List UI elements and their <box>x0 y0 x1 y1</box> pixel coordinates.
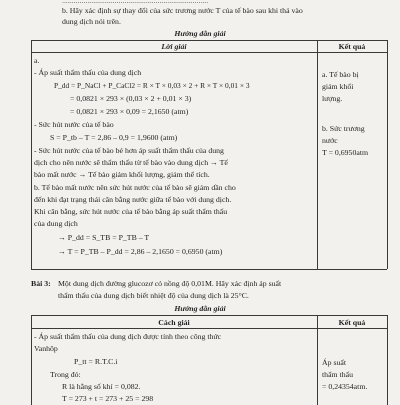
exercise-text: thẩm thấu của dung dịch biết nhiệt độ của dung dịch là 25°C. <box>58 291 249 300</box>
result-line: lượng. <box>322 94 343 103</box>
method-line: P_tt = R.T.C.i <box>74 357 118 366</box>
table2-header-border <box>31 328 387 329</box>
solution-line: của dung dịch <box>34 219 78 228</box>
solution-line: đến khi đạt trạng thái cân bằng nước giữa tế bào với dung dịch. <box>34 195 232 204</box>
solution-line: Khi cân bằng, sức hút nước của tế bào bằng áp suất thẩm thấu <box>34 207 228 216</box>
table1-bottom-border <box>31 269 387 270</box>
table2-header-method: Cách giải <box>158 318 190 327</box>
exercise-label: Bài 3: <box>31 279 51 288</box>
method-line: Vanhôp <box>34 344 58 353</box>
table2-divider <box>317 315 318 405</box>
table1-top-border <box>31 40 387 41</box>
solution-line: - Sức hút nước của tế bào bé hơn áp suất thẩm thấu của dung <box>34 146 224 155</box>
result-line: a. Tế bào bị <box>322 70 359 79</box>
method-line: R là hằng số khí = 0,082. <box>62 382 141 391</box>
table2-header-result: Kết quả <box>338 318 366 327</box>
exercise-text: Một dung dịch đường glucozơ có nồng độ 0,01M. Hãy xác định áp suất <box>58 279 282 288</box>
solution-line: = 0,0821 × 293 × (0,03 × 2 + 0,01 × 3) <box>70 94 192 103</box>
table1-header-solution: Lời giải <box>161 42 187 51</box>
result-line: T = 0,6950atm <box>322 148 369 157</box>
solution-line: b. Tế bào mất nước nên sức hút nước của tế bào sẽ giảm dần cho <box>34 183 236 192</box>
solution-line: S = P_tb – T = 2,86 – 0,9 = 1,9600 (atm) <box>50 133 178 142</box>
method-line: - Áp suất thẩm thấu của dung dịch được tính theo công thức <box>34 332 222 341</box>
method-line: Trong đó: <box>50 370 81 379</box>
table2-right-border <box>387 315 388 405</box>
result-line: nước <box>322 136 338 145</box>
solution-line: - Sức hút nước của tế bào <box>34 120 114 129</box>
solution-line: bào mất nước → Tế bào giảm khối lượng, giảm thể tích. <box>34 170 210 179</box>
solution-line: = 0,0821 × 293 × 0,09 = 2,1650 (atm) <box>70 107 189 116</box>
solution-line: → P_dd = S_TB = P_TB – T <box>58 233 150 242</box>
table1-divider <box>317 40 318 269</box>
solution-line: - Áp suất thẩm thấu của dung dịch <box>34 68 142 77</box>
guide-title-2: Hướng dẫn giải <box>174 304 226 313</box>
result-line: b. Sức trương <box>322 124 365 133</box>
guide-title: Hướng dẫn giải <box>174 29 226 38</box>
method-line: T = 273 + t = 273 + 25 = 298 <box>62 394 154 403</box>
result-line: thẩm thấu <box>322 370 353 379</box>
solution-line: P_dd = P_NaCl + P_CaCl2 = R × T × 0,03 × 2 + R × T × 0,01 × 3 <box>54 81 250 90</box>
solution-line: → T = P_TB – P_dd = 2,86 – 2,1650 = 0,6950 (atm) <box>58 247 223 256</box>
cut-line: ........................................................................... <box>62 0 209 5</box>
part-b-question: b. Hãy xác định sự thay đổi của sức trương nước T của tế bào sau khi thả vào <box>62 6 303 15</box>
table2-left-border <box>31 315 32 405</box>
result-line: giảm khối <box>322 82 354 91</box>
table2-top-border <box>31 315 387 316</box>
table1-right-border <box>387 40 388 269</box>
part-b-question-cont: dung dịch nói trên. <box>62 17 121 26</box>
solution-line: a. <box>34 56 40 65</box>
solution-line: dịch cho nên nước sẽ thẩm thấu từ tế bào vào dung dịch → Tế <box>34 158 228 167</box>
table1-left-border <box>31 40 32 269</box>
result-line: = 0,24354atm. <box>322 382 368 391</box>
result-line: Áp suất <box>322 358 347 367</box>
table1-header-result: Kết quả <box>338 42 366 51</box>
table1-header-border <box>31 52 387 53</box>
